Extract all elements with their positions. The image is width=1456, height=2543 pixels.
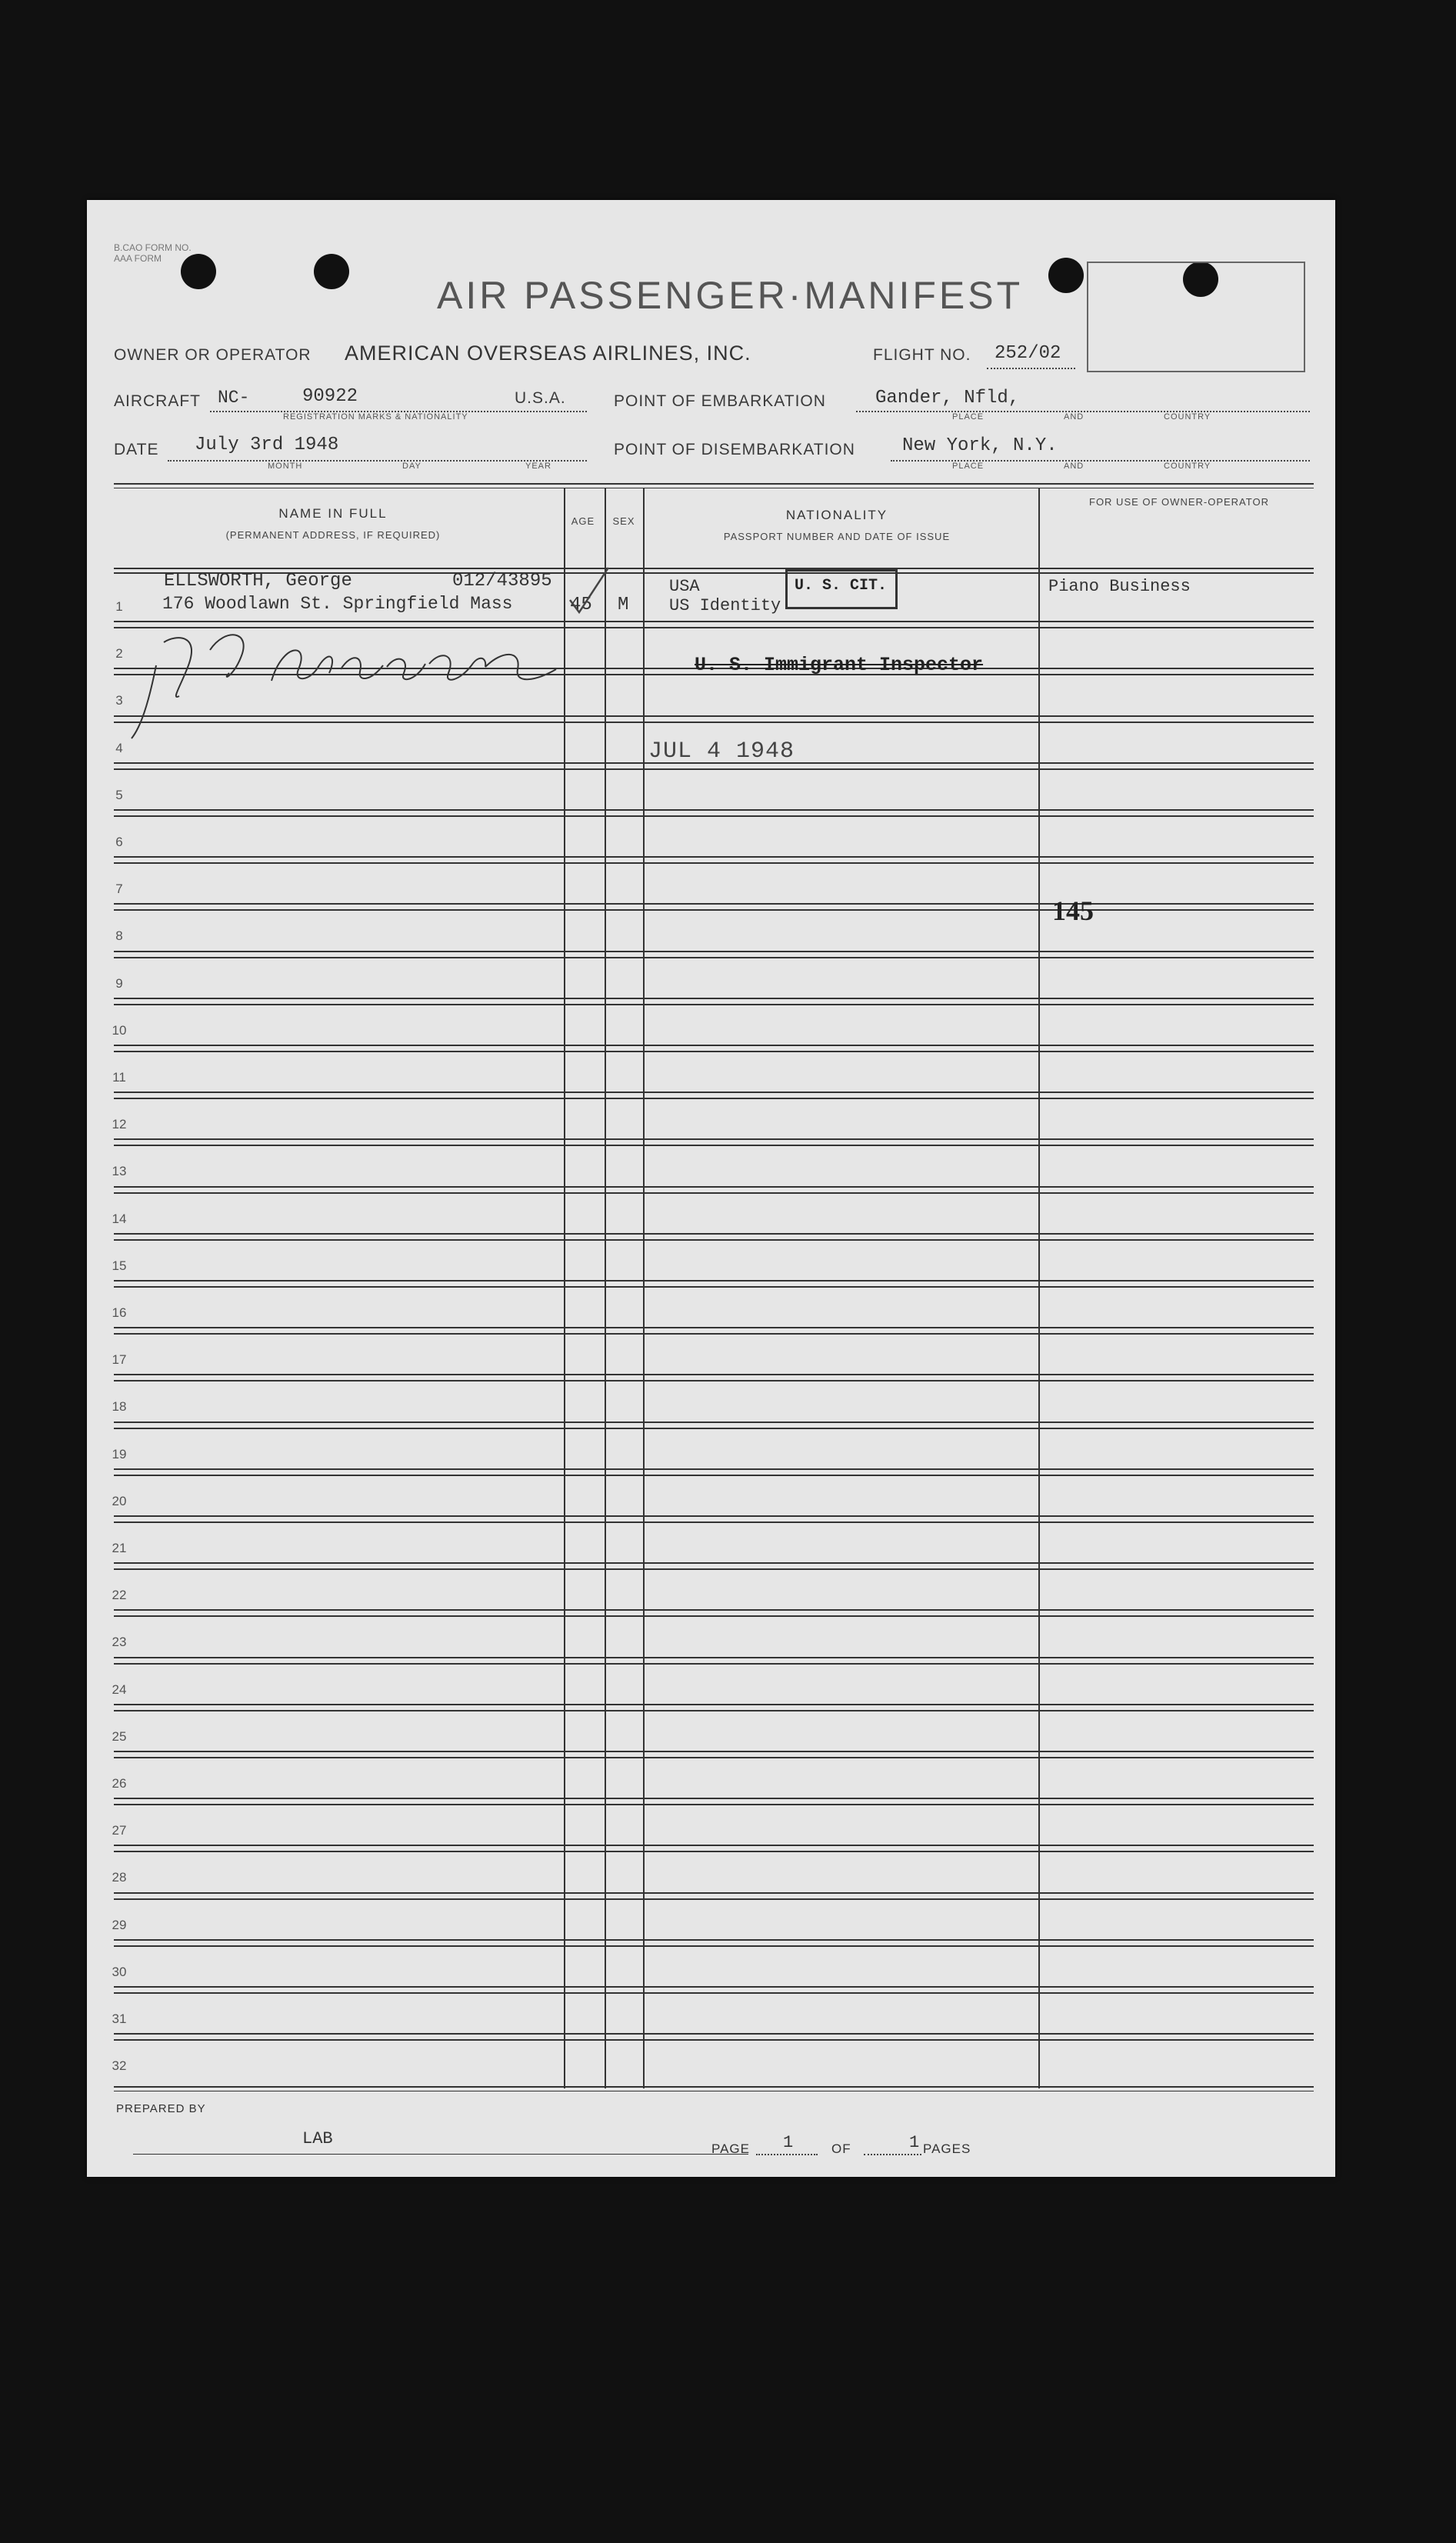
embarkation-label: POINT OF EMBARKATION xyxy=(614,392,826,410)
row-number: 31 xyxy=(112,2011,127,2026)
row-rule xyxy=(114,1327,1314,1335)
flight-underline xyxy=(987,368,1075,369)
row-rule xyxy=(114,1186,1314,1194)
punch-hole xyxy=(314,254,349,289)
row-number: 22 xyxy=(112,1588,127,1603)
punch-hole xyxy=(1048,258,1084,293)
aircraft-nationality: U.S.A. xyxy=(515,389,566,407)
page-label: PAGE xyxy=(711,2141,750,2156)
date-underline xyxy=(168,460,587,462)
row-rule xyxy=(114,1609,1314,1617)
aircraft-label: AIRCRAFT xyxy=(114,392,201,410)
owner-value: AMERICAN OVERSEAS AIRLINES, INC. xyxy=(345,342,751,365)
table-bottom-rule xyxy=(114,2086,1314,2088)
row-number: 29 xyxy=(112,1917,127,1932)
col-header-name: NAME IN FULL xyxy=(278,506,388,521)
row-number: 1 xyxy=(115,599,123,614)
row-rule xyxy=(114,1798,1314,1805)
place-caption: PLACE xyxy=(952,412,985,422)
form-code-line: B.CAO FORM NO. xyxy=(114,242,192,253)
citizen-stamp-text: U. S. CIT. xyxy=(795,577,888,595)
row-rule xyxy=(114,1374,1314,1381)
col-header-age: AGE xyxy=(571,515,595,527)
place-caption: PLACE xyxy=(952,462,985,471)
row-rule xyxy=(114,1751,1314,1758)
aircraft-reg: NC- xyxy=(218,388,250,408)
row-rule xyxy=(114,1845,1314,1852)
prepared-underline xyxy=(133,2154,748,2155)
pages-value: 1 xyxy=(909,2133,920,2152)
row-rule xyxy=(114,1657,1314,1665)
row-rule xyxy=(114,1986,1314,1994)
col-header-name-sub: (PERMANENT ADDRESS, IF REQUIRED) xyxy=(225,529,441,541)
row-rule xyxy=(114,903,1314,911)
flight-value: 252/02 xyxy=(995,343,1061,364)
disembarkation-label: POINT OF DISEMBARKATION xyxy=(614,441,855,458)
col-header-nationality: NATIONALITY xyxy=(785,508,888,522)
of-label: OF xyxy=(831,2141,851,2156)
row-number: 11 xyxy=(112,1070,126,1085)
col-header-passport: PASSPORT NUMBER AND DATE OF ISSUE xyxy=(723,531,951,542)
row-number: 16 xyxy=(112,1305,127,1320)
form-code-line: AAA FORM xyxy=(114,253,162,264)
col-header-owner-use: FOR USE OF OWNER-OPERATOR xyxy=(1089,496,1269,508)
row-number: 20 xyxy=(112,1493,127,1508)
row-number: 10 xyxy=(112,1022,127,1038)
passenger-number: 012/43895 xyxy=(452,571,552,592)
row-rule xyxy=(114,1045,1314,1052)
aircraft-number: 90922 xyxy=(302,386,358,407)
date-label: DATE xyxy=(114,441,159,458)
official-use-box xyxy=(1087,262,1305,372)
prepared-label: PREPARED BY xyxy=(116,2102,206,2115)
row-rule xyxy=(114,998,1314,1005)
pages-underline xyxy=(864,2154,921,2155)
country-caption: COUNTRY xyxy=(1164,412,1211,422)
registration-caption: REGISTRATION MARKS & NATIONALITY xyxy=(283,412,468,422)
row-number: 28 xyxy=(112,1870,127,1885)
owner-label: OWNER OR OPERATOR xyxy=(114,346,312,364)
manifest-sheet xyxy=(87,200,1335,2177)
year-caption: YEAR xyxy=(525,462,551,471)
col-header-sex: SEX xyxy=(612,515,635,527)
row-rule xyxy=(114,1468,1314,1476)
row-number: 24 xyxy=(112,1681,127,1697)
row-number: 23 xyxy=(112,1635,127,1650)
row-number: 15 xyxy=(112,1258,127,1273)
row-rule xyxy=(114,1233,1314,1241)
row-rule xyxy=(114,1892,1314,1900)
passenger-address: 176 Woodlawn St. Springfield Mass xyxy=(162,594,513,614)
prepared-value: LAB xyxy=(302,2129,333,2148)
row-number: 14 xyxy=(112,1211,127,1226)
page-value: 1 xyxy=(783,2133,794,2152)
table-top-rule xyxy=(114,483,1314,485)
row-number: 8 xyxy=(115,928,123,944)
row-number: 9 xyxy=(115,975,123,991)
row-number: 30 xyxy=(112,1964,127,1979)
row-rule xyxy=(114,1280,1314,1288)
row-rule xyxy=(114,951,1314,958)
page-title: AIR PASSENGER·MANIFEST xyxy=(437,274,1024,317)
row-rule xyxy=(114,1092,1314,1099)
embarkation-value: Gander, Nfld, xyxy=(875,388,1020,408)
owner-note: Piano Business xyxy=(1048,577,1191,596)
inspector-signature xyxy=(118,596,595,750)
count-stamp: 145 xyxy=(1052,895,1094,926)
row-number: 4 xyxy=(115,740,123,755)
form-code xyxy=(114,242,192,264)
passenger-age: 45 xyxy=(570,595,592,615)
country-caption: COUNTRY xyxy=(1164,462,1211,471)
header-bottom-rule xyxy=(114,568,1314,569)
passenger-sex: M xyxy=(618,595,629,615)
row-number: 3 xyxy=(115,693,123,708)
date-stamp: JUL 4 1948 xyxy=(648,738,795,765)
and-caption: AND xyxy=(1064,412,1085,422)
month-caption: MONTH xyxy=(268,462,303,471)
row-rule xyxy=(114,1138,1314,1146)
row-number: 32 xyxy=(112,2058,127,2074)
passenger-passport: US Identity xyxy=(669,596,781,615)
row-number: 5 xyxy=(115,787,123,802)
row-rule xyxy=(114,1421,1314,1429)
row-number: 2 xyxy=(115,646,123,662)
row-number: 13 xyxy=(112,1164,127,1179)
row-number: 19 xyxy=(112,1446,127,1461)
passenger-name: ELLSWORTH, George xyxy=(164,571,352,592)
row-number: 25 xyxy=(112,1728,127,1744)
disembarkation-value: New York, N.Y. xyxy=(902,435,1058,456)
pages-label: PAGES xyxy=(923,2141,971,2156)
row-number: 21 xyxy=(112,1541,127,1555)
passenger-nationality: USA xyxy=(669,577,700,596)
inspector-stamp: U. S. Immigrant Inspector xyxy=(695,654,984,676)
row-rule xyxy=(114,1515,1314,1523)
date-value: July 3rd 1948 xyxy=(195,435,339,455)
flight-label: FLIGHT NO. xyxy=(873,346,971,364)
page-underline xyxy=(756,2154,818,2155)
row-rule xyxy=(114,856,1314,864)
row-rule xyxy=(114,809,1314,817)
row-number: 17 xyxy=(112,1352,127,1368)
day-caption: DAY xyxy=(402,462,421,471)
row-rule xyxy=(114,1704,1314,1711)
and-caption: AND xyxy=(1064,462,1085,471)
row-number: 26 xyxy=(112,1776,127,1791)
row-number: 18 xyxy=(112,1399,127,1415)
row-number: 7 xyxy=(115,882,123,897)
row-number: 27 xyxy=(112,1823,127,1838)
row-rule xyxy=(114,2033,1314,2041)
row-rule xyxy=(114,1562,1314,1570)
row-rule xyxy=(114,1939,1314,1947)
row-number: 6 xyxy=(115,835,123,849)
row-number: 12 xyxy=(112,1117,127,1132)
